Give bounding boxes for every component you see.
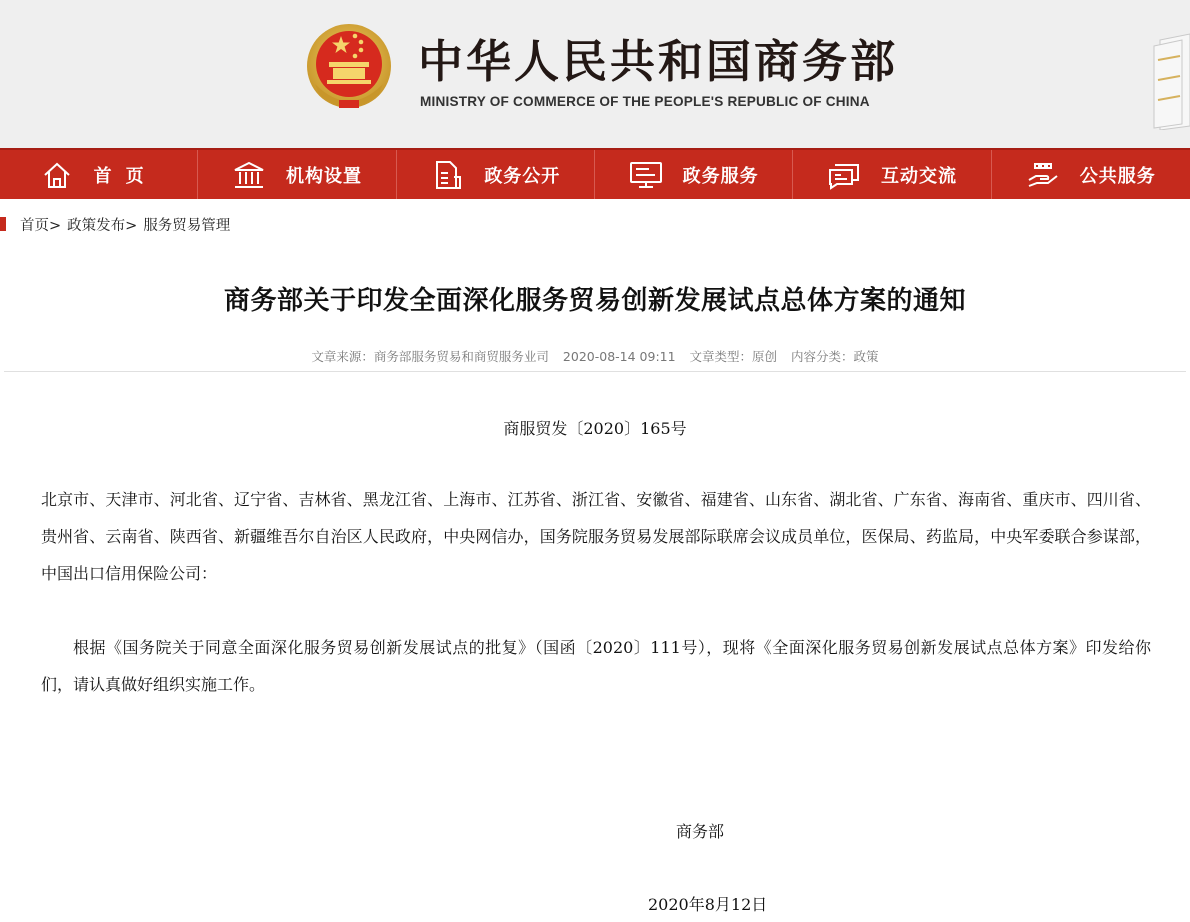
national-emblem-icon[interactable] [305,22,393,114]
nav-item-government-services[interactable] [595,150,793,199]
article-category: 内容分类：政策 [791,349,879,364]
nav-item-public-services[interactable] [992,150,1190,199]
site-subtitle: MINISTRY OF COMMERCE OF THE PEOPLE'S REPUBLIC OF CHINA [420,94,870,109]
nav-item-open-government[interactable] [397,150,595,199]
breadcrumb [0,214,230,234]
document-number: 商服贸发〔2020〕165号 [503,419,687,438]
chat-icon [827,158,861,192]
hand-service-icon [1026,158,1060,192]
document-icon [430,158,464,192]
main-nav [0,148,1190,199]
nav-item-label: 政务服务 [682,165,759,187]
home-icon [40,158,74,192]
article-datetime: 2020-08-14 09:11 [562,349,676,364]
sign-date: 2020年8月12日 [648,895,768,914]
breadcrumb-link-policy[interactable]: 政策发布> [67,217,138,234]
institution-icon [232,158,266,192]
recipients-paragraph: 北京市、天津市、河北省、辽宁省、吉林省、黑龙江省、上海市、江苏省、浙江省、安徽省、福建省、山东省、湖北省、广东省、海南省、重庆市、四川省、贵州省、云南省、陕西省、新疆维吾尔自治区人民政府，中央网信办，国务院服务贸易发展部际联席会议成员单位，医保局、药监局，中央军委联合参谋部，中国出口信用保险公司： [41,490,1151,583]
site-header [0,0,1190,148]
article-title: 商务部关于印发全面深化服务贸易创新发展试点总体方案的通知 [223,286,966,316]
site-title: 中华人民共和国商务部 [418,35,899,88]
breadcrumb-marker [0,217,6,231]
nav-item-label: 机构设置 [285,165,362,187]
nav-item-institutions[interactable] [198,150,396,199]
article-meta [0,347,1190,365]
body-paragraph: 根据《国务院关于同意全面深化服务贸易创新发展试点的批复》（国函〔2020〕111号），现将《全面深化服务贸易创新发展试点总体方案》印发给你们，请认真做好组织实施工作。 [41,638,1151,694]
article-source: 文章来源：商务部服务贸易和商贸服务业司 [311,349,549,364]
nav-item-label: 首页 [93,165,158,187]
nav-item-label: 政务公开 [484,165,561,187]
nav-item-label: 互动交流 [880,165,957,187]
article-type: 文章类型：原创 [689,349,778,364]
meta-divider [4,371,1186,372]
breadcrumb-link-service-trade[interactable]: 服务贸易管理 [143,217,231,234]
breadcrumb-link-home[interactable]: 首页> [20,217,62,234]
signer: 商务部 [676,822,725,841]
decorative-books-icon [1152,30,1190,130]
nav-item-interaction[interactable] [793,150,991,199]
nav-item-home[interactable] [0,150,198,199]
monitor-icon [629,158,663,192]
nav-item-label: 公共服务 [1079,165,1156,187]
